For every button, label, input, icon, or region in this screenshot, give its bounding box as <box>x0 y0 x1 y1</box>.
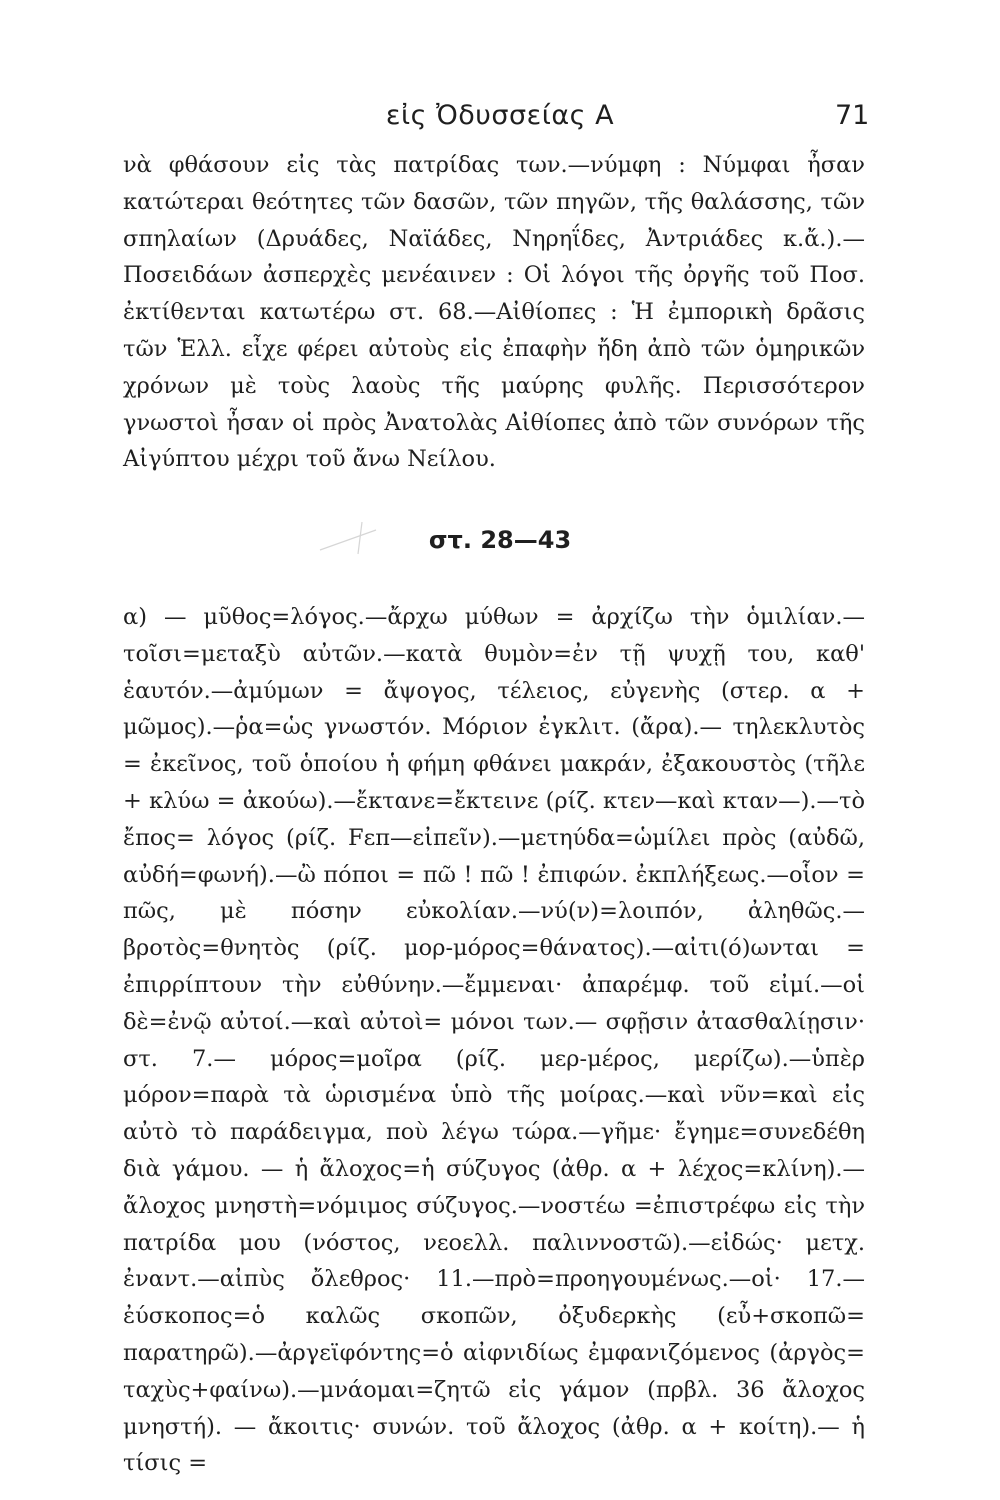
glossary-paragraph: α) — μῦθος=λόγος.—ἄρχω μύθων = ἀρχίζω τὴν ὁμιλίαν.—τοῖσι=μεταξὺ αὐτῶν.—κατὰ θυμὸν=ἐν τῇ ψυχῇ του, καθ' ἑαυτόν.—ἀμύμων = ἄψογος, τέλειος, εὐγενὴς (στερ. α + μῶμος).—ῥα=ὡς γνωστόν. Μόριον ἐγκλιτ. (ἄρα).— τηλεκλυτὸς = ἐκεῖνος, τοῦ ὁποίου ἡ φήμη φθάνει μακράν, ἐξακουστὸς (τῆλε + κλύω = ἀκούω).—ἔκτανε=ἔκτεινε (ρίζ. κτεν—καὶ κταν—).—τὸ ἔπος= λόγος (ρίζ. Fεπ—εἰπεῖν).—μετηύδα=ὡμίλει πρὸς (αὐδῶ, αὐδή=φωνή).—ὢ πόποι = πῶ ! πῶ ! ἐπιφών. ἐκπλήξεως.—οἷον = πῶς, μὲ πόσην εὐκολίαν.—νύ(ν)=λοιπόν, ἀληθῶς.—βροτὸς=θνητὸς (ρίζ. μορ-μόρος=θάνατος).—αἰτι(ό)ωνται = ἐπιρρίπτουν τὴν εὐθύνην.—ἔμμεναι· ἀπαρέμφ. τοῦ εἰμί.—οἱ δὲ=ἐνῷ αὐτοί.—καὶ αὐτοὶ= μόνοι των.— σφῇσιν ἀτασθαλίῃσιν· στ. 7.— μόρος=μοῖρα (ρίζ. μερ-μέρος, μερίζω).—ὑπὲρ μόρον=παρὰ τὰ ὡρισμένα ὑπὸ τῆς μοίρας.—καὶ νῦν=καὶ εἰς αὐτὸ τὸ παράδειγμα, ποὺ λέγω τώρα.—γῆμε· ἔγημε=συνεδέθη διὰ γάμου. — ἡ ἄλοχος=ἡ σύζυγος (ἀθρ. α + λέχος=κλίνη).—ἄλοχος μνηστὴ=νόμιμος σύζυγος.—νοστέω =ἐπιστρέφω εἰς τὴν πατρίδα μου (νόστος, νεοελλ. παλιννοστῶ).—εἰδώς· μετχ. ἐναντ.—αἰπὺς ὄλεθρος· 11.—πρὸ=προηγουμένως.—οἱ· 17.—ἐύσκοπος=ὁ καλῶς σκοπῶν, ὀξυδερκὴς (εὖ+σκοπῶ= παρατηρῶ).—ἀργεϊφόντης=ὁ αἰφνιδίως ἐμφανιζόμενος (ἀργὸς= ταχὺς+φαίνω).—μνάομαι=ζητῶ εἰς γάμον (πρβλ. 36 ἄλοχος μνηστή). — ἄκοιτις· συνών. τοῦ ἄλοχος (ἀθρ. α + κοίτη).— ἡ τίσις = <box>123 604 865 1477</box>
section-heading: στ. 28—43 <box>428 526 572 554</box>
page-number: 71 <box>835 100 870 131</box>
running-title: εἰς Ὀδυσσείας Α <box>385 100 615 131</box>
notes-paragraph: νὰ φθάσουν εἰς τὰς πατρίδας των.—νύμφη : Νύμφαι ἦσαν κατώτεραι θεότητες τῶν δασῶν, τῶν πηγῶν, τῆς θαλάσσης, τῶν σπηλαίων (Δρυάδες, Ναϊάδες, Νηρηΐδες, Ἀντριάδες κ.ἄ.).—Ποσειδάων ἀσπερχὲς μενέαινεν : Οἱ λόγοι τῆς ὀργῆς τοῦ Ποσ. ἐκτίθενται κατωτέρω στ. 68.—Αἰθίοπες : Ἡ ἐμπορικὴ δρᾶσις τῶν Ἑλλ. εἶχε φέρει αὐτοὺς εἰς ἐπαφὴν ἤδη ἀπὸ τῶν ὁμηρικῶν χρόνων μὲ τοὺς λαοὺς τῆς μαύρης φυλῆς. Περισσότερον γνωστοὶ ἦσαν οἱ πρὸς Ἀνατολὰς Αἰθίοπες ἀπὸ τῶν συνόρων τῆς Αἰγύπτου μέχρι τοῦ ἄνω Νείλου. <box>123 152 865 473</box>
